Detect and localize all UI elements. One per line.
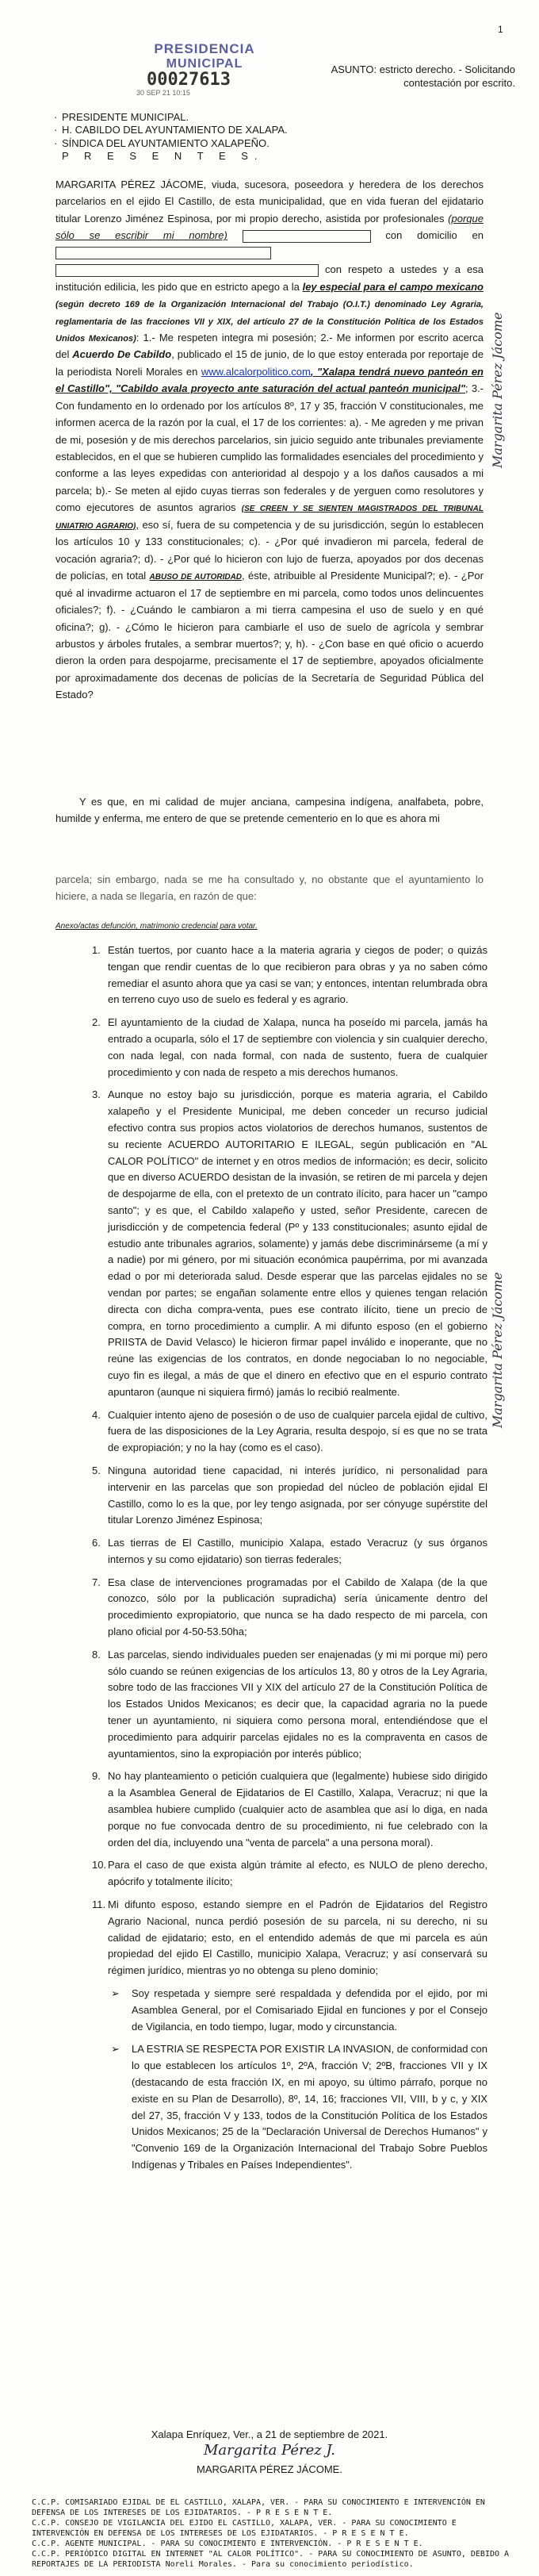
- signature: Margarita Pérez J.: [203, 2442, 336, 2459]
- redacted-box: [243, 230, 371, 243]
- list-item: 1. Están tuertos, por cuanto hace a la materia agraria y ciegos de poder; o quizás tengan que rendir cuentas de lo que recibieron para obras y ya no saben cómo remediar el asunto ahora que ya casi se van; y entonces, intentan relumbrada obra en terreno cuyo uso de suelo es federal y es agrario.: [92, 944, 487, 1006]
- list-item: 9. No hay planteamiento o petición cualquiera que (legalmente) hubiese sido dirigido a la Asamblea General de Ejidatarios de El Castillo, Xalapa, Veracruz; ni que la asamblea hubiere cumplido (cualquier acto de asamblea que así lo diga, en nada porque no fue convocada dentro de su procedimiento, ni fue celebrado con la orden del día, incluyendo una "venta de parcela" a una persona moral).: [92, 1770, 487, 1849]
- subject-line: ASUNTO: estricto derecho. - Solicitando contestación por escrito.: [331, 63, 515, 89]
- list-item: 6. Las tierras de El Castillo, municipio Xalapa, estado Veracruz (y sus órganos internos y su como ejidatario) son tierras federales;: [92, 1537, 487, 1565]
- intro-text-b: con domicilio en: [385, 229, 484, 242]
- intro-text-e: , publicado el 15 de junio, de lo que estoy enterada por reportaje de la periodista Noreli Morales en: [55, 348, 484, 378]
- list-item: 10. Para el caso de que exista algún trámite al efecto, es NULO de pleno derecho, apócrifo y totalmente ilícito;: [92, 1859, 487, 1888]
- ccp-line: C.C.P. PERIÓDICO DIGITAL EN INTERNET "AL CALOR POLÍTICO". - PARA SU CONOCIMIENTO DE ASUNTO, DEBIDO A REPORTAJES DE LA PERIODISTA Noreli Morales. - Para su conocimiento periodístico.: [32, 2550, 510, 2569]
- list-item: 8. Las parcelas, siendo individuales pueden ser enajenadas (y mi mi porque mi) pero sólo cuando se reúnen exigencias de los artículos 13, 80 y otros de la Ley Agraria, sobre todo de las fracciones VII y XIX del artículo 27 de la Constitución Política de los Estados Unidos Mexicanos; es decir que, la capacidad agraria no la puede tener un ayuntamiento, ni siquiera como persona moral, entendiéndose que el procedimiento para adquirir parcelas ejidales no es la compraventa en casos de ayuntamientos, sino la expropiación por interés público;: [92, 1648, 487, 1760]
- paragraph-3: parcela; sin embargo, nada se me ha consultado y, no obstante que el ayuntamiento lo hiciere, a nada se llegaría, en razón de que:: [55, 873, 484, 903]
- stamp-line-2: MUNICIPAL: [166, 57, 243, 71]
- intro-text-c: con respeto a ustedes y a esa institución edilicia, les pido que en estricto apego a la: [55, 263, 484, 293]
- addressee-presentes: P R E S E N T E S.: [62, 149, 264, 162]
- reception-stamp: [133, 41, 276, 71]
- intro-note-2: (SE CREEN Y SE SIENTEN MAGISTRADOS DEL TRIBUNAL UNIATRIO AGRARIO): [55, 505, 484, 531]
- intro-text-h: , éste, atribuible al Presidente Municipal?; e). - ¿Por qué al invadirme actuaron el 17 de septiembre en mi parcela, como todos unos delincuentes oficiales?; f). - ¿Cuándo le cambiaron a mi tierra campesina el uso de suelo y en qué oficina?; g). - ¿Cómo le hicieron para cambiarle el uso de suelo de agrícola y sembrar arbustos y árboles frutales, a sembrar muertos?; y, h). - ¿Con base en qué oficio o acuerdo dieron la orden para despojarme, precisamente el 17 de septiembre, apoyados oficialmente por aproximadamente dos decenas de policías de la Secretaría de Seguridad Pública del Estado?: [55, 570, 484, 701]
- list-item: 7. Esa clase de intervenciones programadas por el Cabildo de Xalapa (de la que conozco, sólo por la publicación supradicha) sería únicamente dentro del procedimiento expropiatorio, que nunca se ha dado respecto de mi parcela, con plano oficial por 4-50-53.50ha;: [92, 1576, 487, 1638]
- margin-signature: Margarita Pérez Jácome: [490, 1272, 505, 1428]
- list-item: 4. Cualquier intento ajeno de posesión o de uso de cualquier parcela ejidal de cultivo, fuera de las disposiciones de la Ley Agraria, resulta despojo, sí es que no se trata de expropiación; y no la hay (como es el caso).: [92, 1408, 487, 1454]
- intro-acuerdo: Acuerdo De Cabildo: [72, 348, 172, 361]
- intro-note-3: ABUSO DE AUTORIDAD: [149, 573, 243, 582]
- bullet-item: ➢ LA ESTRIA SE RESPECTA POR EXISTIR LA INVASION, de conformidad con lo que establecen los artículos 1º, 2ºA, fracción V; 2ºB, fracciones VII y IX (destacando de esta fracción IX, en mi apoyo, su último párrafo, porque no existe en su Plan de Desarrollo), 8º, 14, 16; fracciones VII, VIII, b y c, y XIX del 27, 35, fracción V y 133, todos de la Constitución Política de los Estados Unidos Mexicanos; 25 de la "Declaración Universal de Derechos Humanos" y "Convenio 169 de la Organización Internacional del Trabajo Sobre Pueblos Indígenas y Tribales en Países Independientes".: [111, 2043, 487, 2171]
- stamp-line-1: PRESIDENCIA: [154, 41, 255, 56]
- addressee-2: H. CABILDO DEL AYUNTAMIENTO DE XALAPA.: [62, 124, 288, 136]
- list-item: 11. Mi difunto esposo, estando siempre en el Padrón de Ejidatarios del Registro Agrario Nacional, nunca perdió posesión de su parcela, ni su derecho, ni su calidad de ejidatario; esto, en el entendido además de que mi parcela es aún propiedad del ejido El Castillo, municipio Xalapa, Veracruz; y así conservará su régimen jurídico, mientras yo no obtenga su pleno dominio;: [92, 1898, 487, 1977]
- margin-signature: Margarita Pérez Jácome: [490, 312, 505, 468]
- ccp-line: C.C.P. CONSEJO DE VIGILANCIA DEL EJIDO EL CASTILLO, XALAPA, VER. - PARA SU CONOCIMIENTO E INTERVENCIÓN EN DEFENSA DE LOS INTERESES DE LOS EJIDATARIOS. - P R E S E N T E.: [32, 2519, 457, 2538]
- ccp-line: C.C.P. COMISARIADO EJIDAL DE EL CASTILLO, XALAPA, VER. - PARA SU CONOCIMIENTO E INTERVENCIÓN EN DEFENSA DE LOS INTERESES DE LOS EJIDATARIOS. - P R E S E N T E.: [32, 2498, 485, 2517]
- stamp-date: 30 SEP 21 10:15: [136, 89, 190, 97]
- redacted-box: [55, 264, 319, 277]
- intro-text-g: , eso sí, fuera de su competencia y de su jurisdicción, según lo establecen los artículos 10 y 133 constitucionales; c). - ¿Por qué invadieron mi parcela, federal de vocación agraria?; d). - ¿Por qué lo hicieron con lujo de fuerza, apoyados por dos decenas de policías, en total: [55, 518, 484, 582]
- intro-law: ley especial para el campo mexicano: [302, 280, 484, 293]
- list-item: 5. Ninguna autoridad tiene capacidad, ni interés jurídico, ni personalidad para intervenir en las parcelas que son propiedad del núcleo de población ejidal El Castillo, como lo es la que, por ley tengo asignada, por ser cónyuge supérstite del titular Lorenzo Jiménez Espinosa;: [92, 1464, 487, 1526]
- annex-note: Anexo/actas defunción, matrimonio credencial para votar.: [55, 922, 258, 931]
- closing-place-date: Xalapa Enríquez, Ver., a 21 de septiembre de 2021.: [151, 2428, 388, 2440]
- stamp-folio: 00027613: [147, 70, 231, 90]
- intro-headline: , "Xalapa tendrá nuevo panteón en el Castillo", "Cabildo avala proyecto ante saturación del actual panteón municipal": [55, 365, 484, 395]
- redacted-box: [55, 247, 271, 259]
- numbered-list: [55, 942, 487, 2180]
- list-item: 3. Aunque no estoy bajo su jurisdicción, porque es materia agraria, el Cabildo xalapeño y el Presidente Municipal, me deben conceder un recurso judicial efectivo contra sus propios actos violatorios de derechos humanos, sustentos de su reciente ACUERDO AUTORITARIO E ILEGAL, según publicación en "AL CALOR POLÍTICO" de internet y en otros medios de información; es decir, solicito que en diverso ACUERDO desistan de la invasión, se retiren de mi parcela y dejen de despojarme de ella, con el pretexto de un contrato ilícito, para hacer un "campo santo"; y es que, el Cabildo xalapeño y usted, señor Presidente, carecen de jurisdicción y de competencia federal (Pº y 133 constitucionales; asunto ejidal de estudio ante tribunales agrarios, solamente) y jamás debe discriminárseme (a mí y a nadie) por mi género, por mi situación económica paupérrima, por mi avanzada edad o por mi deteriorada salud. Desde esperar que las parcelas ejidales no se vendan por partes; se engañan solamente entre ellos y quienes tengan relación directa con dicha compra-venta, pues ese contrato ilícito, tiene un precio de compra, en torno procedimiento a cumplir. A mi difunto esposo (en el gobierno PRIISTA de David Velasco) le hicieron firmar papel inválido e inoperante, que no reúne las exigencias de los contratos, en donde negociaban lo no negociable, cuyo fin es ilegal, a más de que el dinero en efectivo que en el espurio contrato apuntaron (aunque ni siquiera firmó) jamás lo recibió realmente.: [92, 1088, 487, 1398]
- list-item: 2. El ayuntamiento de la ciudad de Xalapa, nunca ha poseído mi parcela, jamás ha entrado a ocuparla, sólo el 17 de septiembre con violencia y sin cualquier derecho, con nada legal, con nada formal, con nada de sustento, fuera de cualquier procedimiento y con nada de respeto a mis derechos humanos.: [92, 1016, 487, 1078]
- ccp-block: [32, 2497, 515, 2570]
- intro-paragraph: [55, 176, 484, 704]
- page-number: 1: [498, 24, 503, 35]
- addressee-1: PRESIDENTE MUNICIPAL.: [62, 111, 189, 123]
- intro-text-d: : 1.- Me respeten integra mi posesión; 2.- Me informen por escrito acerca del: [55, 331, 484, 361]
- intro-note-1: (porque sólo se escribir mi nombre): [55, 212, 484, 242]
- intro-law-note: (según decreto 169 de la Organización Internacional del Trabajo (O.I.T.) denominado Ley Agraria, reglamentaria de las fracciones VII y XIX, del artículo 27 de la Constitución Política de los Estados Unidos Mexicanos): [55, 300, 484, 344]
- intro-text-a: MARGARITA PÉREZ JÁCOME, viuda, sucesora, poseedora y heredera de los derechos parcelarios en el ejido El Castillo, de esta municipalidad, que en vida fueran del ejidatario titular Lorenzo Jiménez Espinosa, por mi propio derecho, asistida por profesionales: [55, 179, 484, 225]
- bullet-item: ➢ Soy respetada y siempre seré respaldada y defendida por el ejido, por mi Asamblea General, por el Comisariado Ejidal en funciones y por el Consejo de Vigilancia, en todo tiempo, lugar, modo y circunstancia.: [111, 1987, 487, 2033]
- paragraph-2: Y es que, en mi calidad de mujer anciana, campesina indígena, analfabeta, pobre, humilde y enferma, me entero de que se pretende cementerio en lo que es ahora mi: [55, 796, 484, 825]
- addressee-3: SÍNDICA DEL AYUNTAMIENTO XALAPEÑO.: [62, 136, 270, 149]
- intro-text-f: ; 3.- Con fundamento en lo ordenado por los artículos 8º, 17 y 35, fracción V constitucionales, me informen acerca de la razón por la cual, el 17 de los corrientes: a). - Me agreden y me privan de mi, posesión y de mis derechos parcelarios, sin juicio seguido ante tribunales previamente establecidos, en el que se hubieren cumplido las formalidades esenciales del procedimiento y conforme a las leyes expedidas con anterioridad al despojo y a los daños causados a mi parcela; b).- Se meten al ejido cuyas tierras son federales y de yerguen como resolutores y como ejecutores de asuntos agrarios: [55, 382, 484, 514]
- addressee-block: · PRESIDENTE MUNICIPAL. · H. CABILDO DEL AYUNTAMIENTO DE XALAPA. · SÍNDICA DEL AYUNTAMIENTO XALAPEÑO. P R E S E N T E S.: [54, 111, 288, 162]
- ccp-line: C.C.P. AGENTE MUNICIPAL. - PARA SU CONOCIMIENTO E INTERVENCIÓN. - P R E S E N T E.: [32, 2540, 423, 2548]
- signer-name: MARGARITA PÉREZ JÁCOME.: [197, 2463, 342, 2475]
- intro-url[interactable]: www.alcalorpolitico.com: [201, 365, 311, 378]
